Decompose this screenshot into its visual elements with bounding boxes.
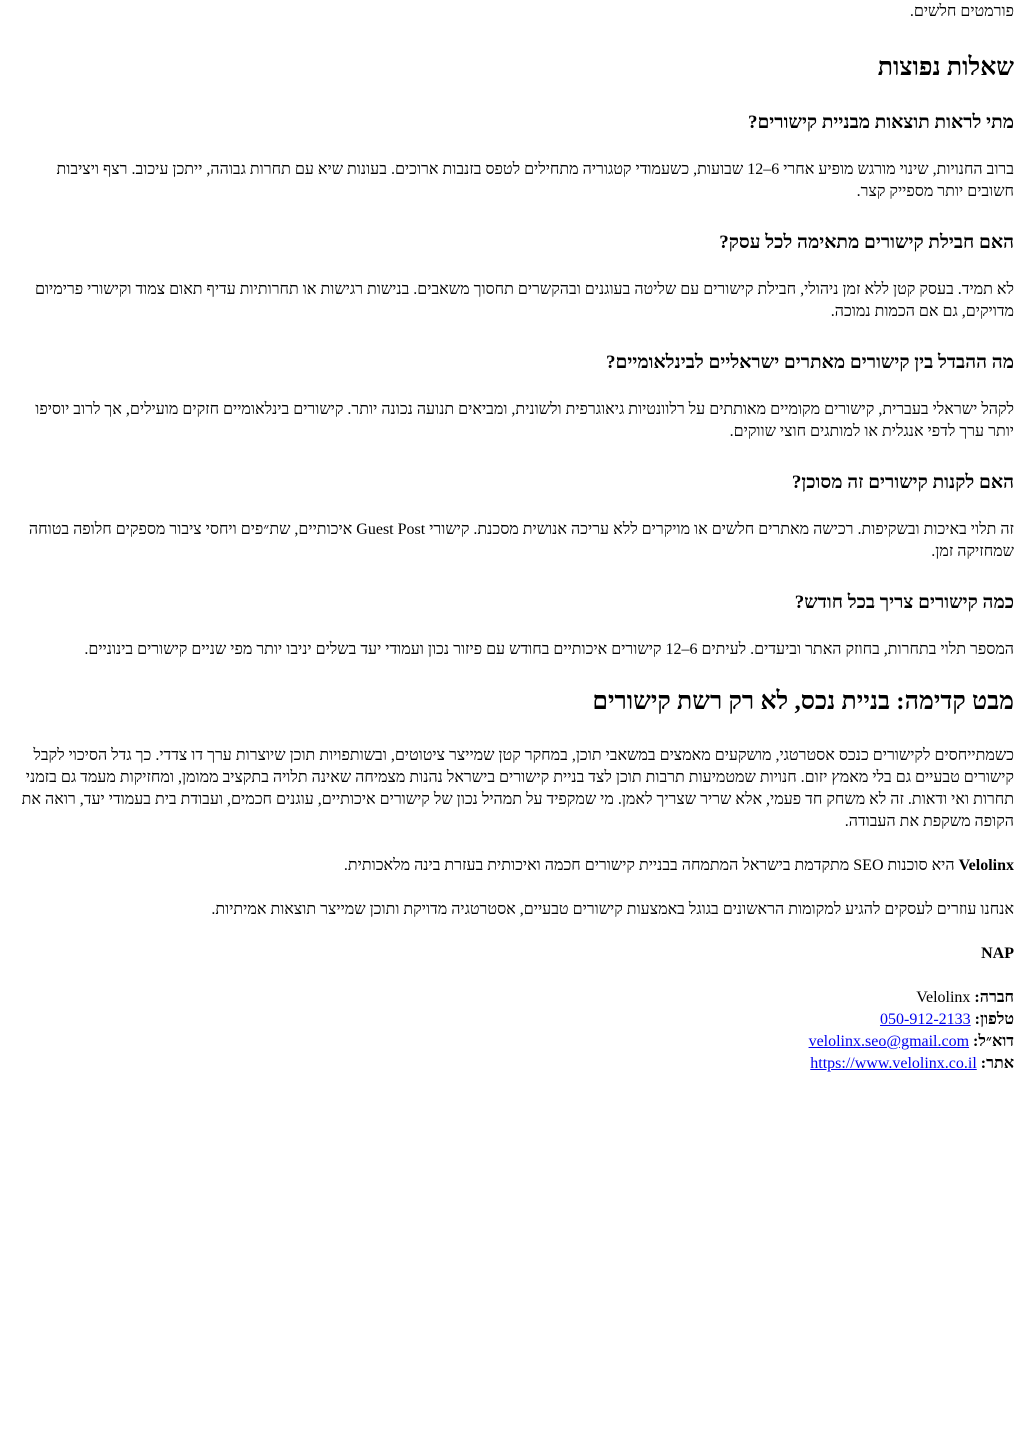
brand-name: Velolinx: [958, 857, 1014, 874]
website-link[interactable]: https://www.velolinx.co.il: [810, 1055, 977, 1072]
company-label: חברה:: [974, 989, 1014, 1006]
phone-row: [10, 1009, 1014, 1031]
faq-heading: שאלות נפוצות: [877, 54, 1014, 81]
website-label: אתר:: [980, 1055, 1014, 1072]
faq-item: [10, 471, 1014, 563]
phone-link[interactable]: 050-912-2133: [879, 1011, 971, 1028]
intro-fragment: פורמטים חלשים.: [909, 3, 1014, 20]
faq-item: [10, 231, 1014, 323]
faq-answer: ברוב החנויות, שינוי מורגש מופיע אחרי 6–12 שבועות, כשעמודי קטגוריה מתחילים לטפס בזנבות ארוכים. בעונות שיא עם תחרות גבוהה, ייתכן עיכוב. רצף ויציבות חשובים יותר מספייק קצר.: [56, 161, 1014, 200]
company-value: Velolinx: [916, 989, 971, 1006]
faq-answer: לקהל ישראלי בעברית, קישורים מקומיים מאותתים על רלוונטיות גיאוגרפית ולשונית, ומביאים תנועה נכונה יותר. קישורים בינלאומיים חזקים מועילים, אך לרוב יוסיפו יותר ערך לדפי אנגלית או למותגים חוצי שווקים.: [35, 401, 1014, 440]
faq-question: האם לקנות קישורים זה מסוכן?: [791, 472, 1014, 493]
phone-label: טלפון:: [974, 1011, 1014, 1028]
faq-item: [10, 591, 1014, 661]
faq-question: מה ההבדל בין קישורים מאתרים ישראליים לבינלאומיים?: [606, 352, 1014, 373]
outlook-paragraph: כשמתייחסים לקישורים כנכס אסטרטגי, מושקעים מאמצים במשאבי תוכן, במחקר קטן שמייצר ציטוטים, ובשותפויות תוכן שיוצרות ערך דו צדדי. כך גדל הסיכוי לקבל קישורים טבעיים גם בלי מאמץ יזום. חנויות שמטמיעות תרבות תוכן לצד בניית קישורים בישראל נהנות מצמיחה שאינה תלויה בתקציב ממומן, ומחזיקות מעמד גם בזמני תחרות ואי ודאות. זה לא משחק חד פעמי, אלא שריר שצריך לאמן. מי שמקפיד על תמהיל נכון של קישורים איכותיים, עוגנים חכמים, ועבודת בית בעמודי יעד, רואה את הקופה משקפת את העבודה.: [21, 747, 1014, 830]
faq-answer: לא תמיד. בעסק קטן ללא זמן ניהולי, חבילת קישורים עם שליטה בעוגנים ובהקשרים תחסוך משאבים. בנישות רגישות או תחרותיות עדיף תאום צמוד וקישורי פרימיום מדויקים, גם אם הכמות נמוכה.: [34, 281, 1014, 320]
agency-intro-text: היא סוכנות SEO מתקדמת בישראל המתמחה בבניית קישורים חכמה ואיכותית בעזרת בינה מלאכותית.: [343, 857, 959, 874]
outlook-heading: מבט קדימה: בניית נכס, לא רק רשת קישורים: [592, 688, 1014, 715]
services-paragraph: אנחנו עוזרים לעסקים להגיע למקומות הראשונים בגוגל באמצעות קישורים טבעיים, אסטרטגיה מדויקת ותוכן שמייצר תוצאות אמיתיות.: [211, 901, 1014, 918]
faq-answer: המספר תלוי בתחרות, בחוזק האתר וביעדים. לעיתים 6–12 קישורים איכותיים בחודש עם פיזור נכון ועמודי יעד בשלים יניבו יותר מפי שניים קישורים בינוניים.: [84, 641, 1014, 658]
company-row: [10, 987, 1014, 1009]
faq-item: [10, 111, 1014, 203]
email-label: דוא״ל:: [973, 1033, 1014, 1050]
faq-answer: זה תלוי באיכות ובשקיפות. רכישה מאתרים חלשים או מויקרים ללא עריכה אנושית מסכנת. קישורי Guest Post איכותיים, שת״פים ויחסי ציבור מספקים חלופה בטוחה שמחזיקה זמן.: [28, 521, 1014, 560]
faq-item: [10, 351, 1014, 443]
agency-intro-paragraph: [10, 855, 1014, 877]
faq-question: האם חבילת קישורים מתאימה לכל עסק?: [719, 232, 1014, 253]
email-link[interactable]: velolinx.seo@gmail.com: [808, 1033, 970, 1050]
faq-question: מתי לראות תוצאות מבניית קישורים?: [747, 112, 1014, 133]
website-row: [10, 1053, 1014, 1075]
contact-block: [10, 987, 1014, 1075]
faq-question: כמה קישורים צריך בכל חודש?: [794, 592, 1014, 613]
nap-label: NAP: [981, 945, 1014, 962]
email-row: [10, 1031, 1014, 1053]
